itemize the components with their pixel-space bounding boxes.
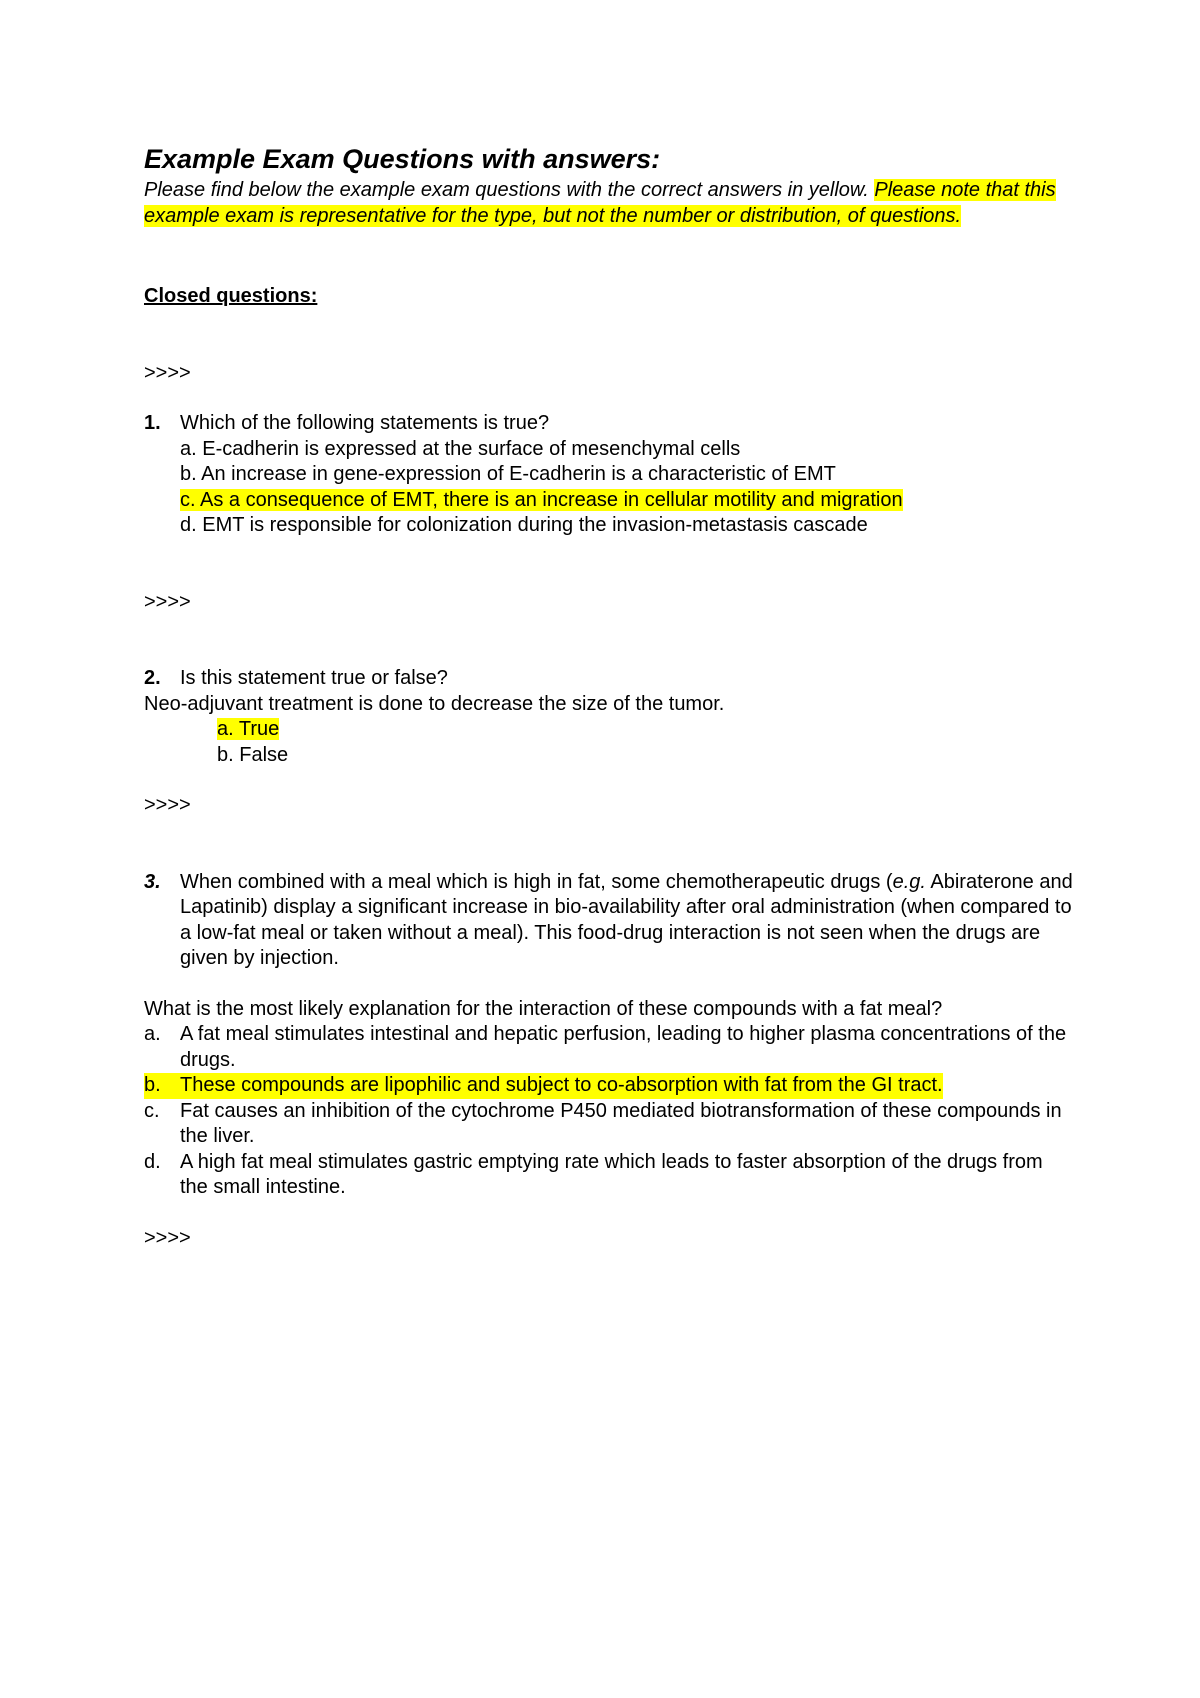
- option-c: [144, 1099, 1074, 1150]
- option-b: [144, 1073, 943, 1099]
- option-letter: d.: [144, 1150, 161, 1173]
- question-number: 2.: [144, 667, 161, 689]
- question-3: [144, 870, 1074, 972]
- question-text-part: When combined with a meal which is high in fat, some chemotherapeutic drugs (: [180, 870, 893, 893]
- separator: >>>>: [144, 590, 191, 613]
- separator: >>>>: [144, 361, 191, 384]
- question-text: [180, 870, 1074, 972]
- option-a: a. E-cadherin is expressed at the surface of mesenchymal cells: [180, 437, 741, 460]
- question-2-options: [144, 717, 1074, 768]
- page-title: Example Exam Questions with answers:: [144, 144, 661, 174]
- question-text: Which of the following statements is true?: [180, 412, 550, 434]
- question-text-part: Abiraterone and Lapatinib) display a significant increase in bio-availability after oral administration (when compared to a low-fat meal or taken without a meal). This food-drug interaction is not seen when the drugs are given by injection.: [180, 870, 1073, 969]
- option-text: Fat causes an inhibition of the cytochrome P450 mediated biotransformation of these compounds in the liver.: [180, 1099, 1062, 1147]
- option-letter: b.: [144, 1074, 161, 1096]
- intro-text: [144, 178, 1074, 229]
- question-text: Is this statement true or false?: [180, 667, 448, 689]
- option-text: A high fat meal stimulates gastric emptying rate which leads to faster absorption of the drugs from the small intestine.: [180, 1150, 1043, 1198]
- question-number: 1.: [144, 412, 161, 434]
- question-text-italic: e.g.: [892, 870, 926, 893]
- option-b: b. An increase in gene-expression of E-cadherin is a characteristic of EMT: [180, 463, 836, 485]
- section-title: Closed questions:: [144, 285, 318, 307]
- correct-answer: These compounds are lipophilic and subject to co-absorption with fat from the GI tract.: [180, 1074, 943, 1096]
- option-a: [144, 1022, 1074, 1073]
- document-content: [144, 140, 1074, 1251]
- question-2: [144, 666, 1074, 692]
- question-1-options: [144, 437, 1074, 539]
- correct-answer: a. True: [217, 718, 280, 740]
- option-a: [217, 717, 1074, 743]
- separator: >>>>: [144, 1226, 191, 1249]
- option-b: b. False: [217, 743, 289, 766]
- option-text: A fat meal stimulates intestinal and hepatic perfusion, leading to higher plasma concentrations of the drugs.: [180, 1023, 1067, 1071]
- intro-plain: Please find below the example exam questions with the correct answers in yellow.: [144, 179, 875, 201]
- question-number: 3.: [144, 870, 161, 893]
- question-1: [144, 411, 1074, 437]
- option-letter: c.: [144, 1099, 160, 1122]
- question-statement: Neo-adjuvant treatment is done to decrease the size of the tumor.: [144, 692, 725, 715]
- separator: >>>>: [144, 794, 191, 816]
- option-d: [144, 1150, 1074, 1201]
- option-c: [180, 488, 1074, 514]
- intro-highlight: Please note that this example exam is representative for the type, but not the number or distribution, of questions.: [144, 179, 1056, 227]
- question-prompt: What is the most likely explanation for the interaction of these compounds with a fat meal?: [144, 997, 943, 1020]
- option-d: d. EMT is responsible for colonization during the invasion-metastasis cascade: [180, 514, 868, 536]
- option-letter: a.: [144, 1023, 161, 1045]
- question-3-options: [144, 1022, 1074, 1201]
- correct-answer: c. As a consequence of EMT, there is an increase in cellular motility and migration: [180, 488, 903, 511]
